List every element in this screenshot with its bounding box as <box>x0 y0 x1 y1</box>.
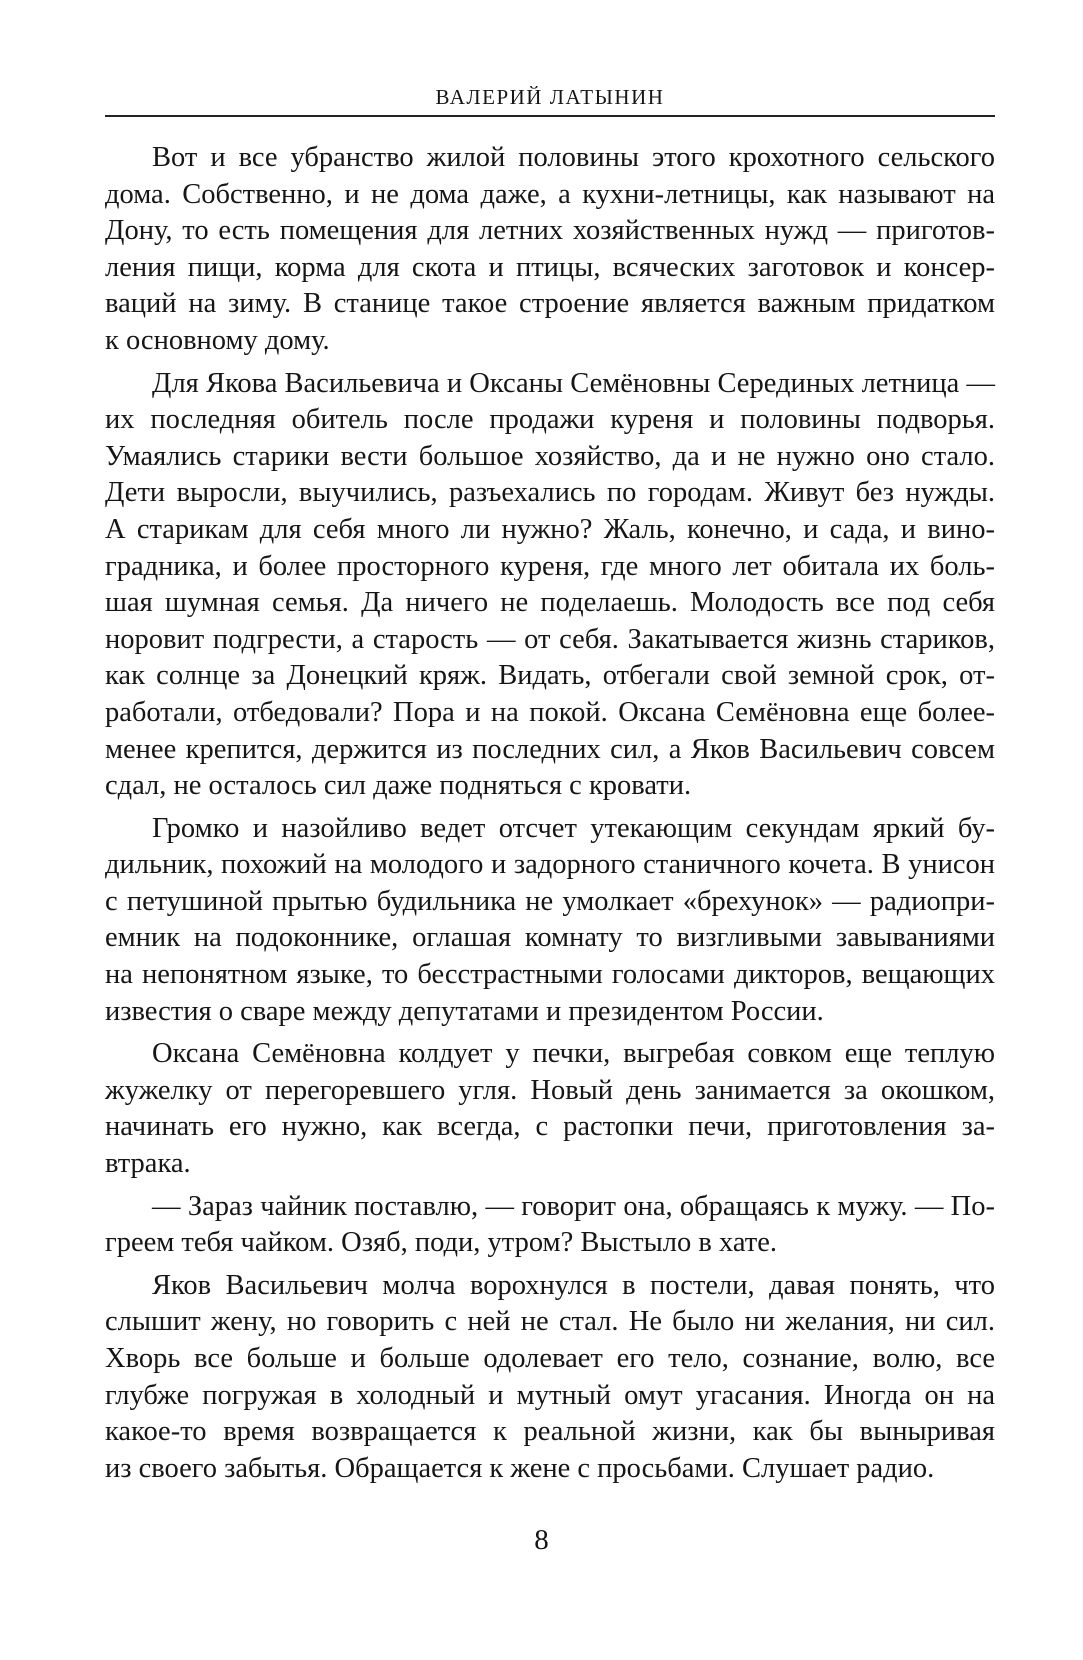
text-line: норовит подгрести, а старость — от себя. Закатывается жизнь стариков, <box>105 623 995 655</box>
text-line: менее крепится, держится из последних сил, а Яков Васильевич совсем <box>105 733 995 765</box>
text-line: жужелку от перегоревшего угля. Новый день занимается за окошком, <box>105 1074 995 1106</box>
text-line: какое-то время возвращается к реальной жизни, как бы выныривая <box>105 1416 995 1448</box>
text-line: Оксана Семёновна колдует у печки, выгребая совком еще теплую <box>152 1038 995 1070</box>
paragraph <box>105 1189 995 1262</box>
paragraph <box>105 811 995 1031</box>
text-line: А старикам для себя много ли нужно? Жаль, конечно, и сада, и вино- <box>105 513 995 545</box>
text-line: известия о сваре между депутатами и президентом России. <box>105 995 824 1027</box>
text-line: сдал, не осталось сил даже подняться с кровати. <box>105 770 692 802</box>
text-line: работали, отбедовали? Пора и на покой. Оксана Семёновна еще более- <box>105 696 995 728</box>
text-line: Дети выросли, выучились, разъехались по городам. Живут без нужды. <box>105 477 995 509</box>
text-line: дильник, похожий на молодого и задорного станичного кочета. В унисон <box>105 849 995 881</box>
text-line: градника, и более просторного куреня, где много лет обитала их боль- <box>105 550 995 582</box>
paragraph <box>105 1036 995 1182</box>
text-line: шая шумная семья. Да ничего не поделаешь. Молодость все под себя <box>105 587 995 619</box>
paragraph <box>105 1268 995 1488</box>
text-line: Для Якова Васильевича и Оксаны Семёновны Серединых летница — <box>152 367 995 399</box>
text-line: — Зараз чайник поставлю, — говорит она, обращаясь к мужу. — По- <box>152 1190 995 1222</box>
text-line: Хворь все больше и больше одолевает его тело, сознание, волю, все <box>105 1343 995 1374</box>
text-line: ления пищи, корма для скота и птицы, всяческих заготовок и консер- <box>105 251 995 283</box>
text-line: греем тебя чайком. Озяб, поди, утром? Выстыло в хате. <box>105 1227 777 1259</box>
text-line: к основному дому. <box>105 324 330 356</box>
text-line: начинать его нужно, как всегда, с растопки печи, приготовления за- <box>105 1111 995 1143</box>
text-line: Умаялись старики вести большое хозяйство, да и не нужно оно стало. <box>105 440 995 472</box>
text-line: слышит жену, но говорить с ней не стал. Не было ни желания, ни сил. <box>105 1306 995 1338</box>
text-line: Вот и все убранство жилой половины этого крохотного сельского <box>152 142 995 173</box>
paragraph <box>105 140 995 360</box>
text-line: втрака. <box>105 1148 191 1180</box>
text-line: их последняя обитель после продажи куреня и половины подворья. <box>105 404 995 436</box>
running-header: ВАЛЕРИЙ ЛАТЫНИН <box>435 85 665 109</box>
text-line: дома. Собственно, и не дома даже, а кухни-летницы, как называют на <box>105 178 995 210</box>
text-line: с петушиной прытью будильника не умолкает «брехунок» — радиопри- <box>105 885 995 917</box>
header-rule <box>105 115 995 117</box>
text-line: Дону, то есть помещения для летних хозяйственных нужд — приготов- <box>105 215 995 247</box>
text-line: глубже погружая в холодный и мутный омут угасания. Иногда он на <box>105 1379 995 1411</box>
paragraph <box>105 366 995 805</box>
body-text <box>105 140 995 1493</box>
text-line: как солнце за Донецкий кряж. Видать, отбегали свой земной срок, от- <box>105 660 995 692</box>
page-number: 8 <box>534 1524 549 1556</box>
text-line: емник на подоконнике, оглашая комнату то визгливыми завываниями <box>105 922 995 954</box>
text-line: ваций на зиму. В станице такое строение является важным придатком <box>105 288 995 320</box>
text-line: Громко и назойливо ведет отсчет утекающим секундам яркий бу- <box>152 812 995 844</box>
text-line: Яков Васильевич молча ворохнулся в постели, давая понять, что <box>152 1269 995 1301</box>
text-line: на непонятном языке, то бесстрастными голосами дикторов, вещающих <box>105 959 995 991</box>
text-line: из своего забытья. Обращается к жене с просьбами. Слушает радио. <box>105 1452 935 1484</box>
